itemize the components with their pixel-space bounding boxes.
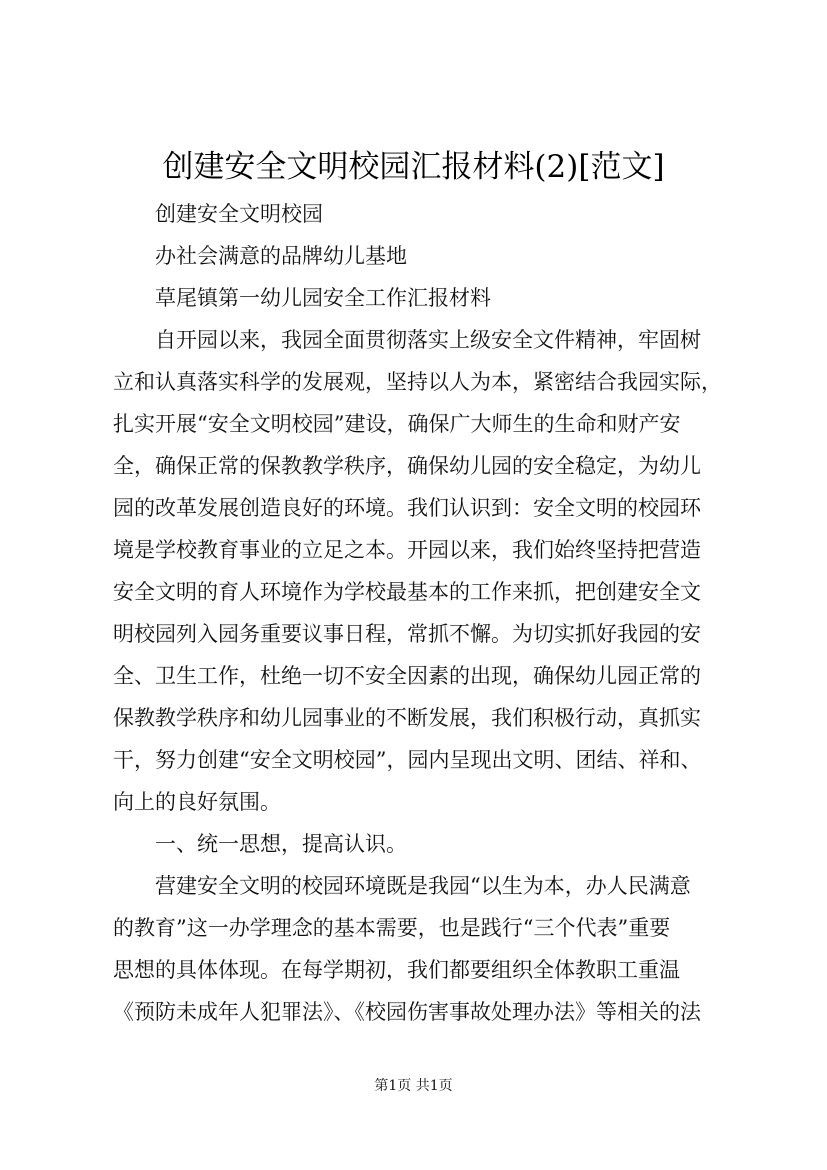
body-line: 全，确保正常的保教教学秩序，确保幼儿园的安全稳定，为幼儿 [113, 454, 701, 478]
body-line: 安全文明的育人环境作为学校最基本的工作来抓，把创建安全文 [113, 580, 701, 604]
subtitle-line: 办社会满意的品牌幼儿基地 [155, 244, 407, 268]
body-line: 向上的良好氛围。 [113, 790, 281, 814]
section-heading: 一、统一思想，提高认识。 [155, 832, 407, 856]
page-number-footer: 第1页 共1页 [374, 1078, 453, 1094]
body-line: 扎实开展“安全文明校园”建设，确保广大师生的生命和财产安 [113, 412, 681, 436]
document-title: 创建安全文明校园汇报材料(2)[范文] [162, 149, 665, 185]
body-line: 境是学校教育事业的立足之本。开园以来，我们始终坚持把营造 [113, 538, 701, 562]
body-line: 干，努力创建“安全文明校园”，园内呈现出文明、团结、祥和、 [113, 748, 702, 772]
body-line: 自开园以来，我园全面贯彻落实上级安全文件精神，牢固树 [155, 328, 701, 352]
body-line: 的教育”这一办学理念的基本需要，也是践行“三个代表”重要 [113, 916, 671, 940]
body-line: 立和认真落实科学的发展观，坚持以人为本，紧密结合我园实际， [113, 370, 722, 394]
body-line: 园的改革发展创造良好的环境。我们认识到：安全文明的校园环 [113, 496, 701, 520]
body-line: 营建安全文明的校园环境既是我园“以生为本，办人民满意 [155, 874, 691, 898]
subtitle-line: 草尾镇第一幼儿园安全工作汇报材料 [155, 286, 491, 310]
body-line: 保教教学秩序和幼儿园事业的不断发展，我们积极行动，真抓实 [113, 706, 701, 730]
body-line: 思想的具体体现。在每学期初，我们都要组织全体教职工重温 [113, 958, 680, 982]
body-line: 《预防未成年人犯罪法》、《校园伤害事故处理办法》等相关的法 [113, 1000, 701, 1024]
subtitle-line: 创建安全文明校园 [155, 202, 323, 226]
body-line: 全、卫生工作，杜绝一切不安全因素的出现，确保幼儿园正常的 [113, 664, 701, 688]
body-line: 明校园列入园务重要议事日程，常抓不懈。为切实抓好我园的安 [113, 622, 701, 646]
